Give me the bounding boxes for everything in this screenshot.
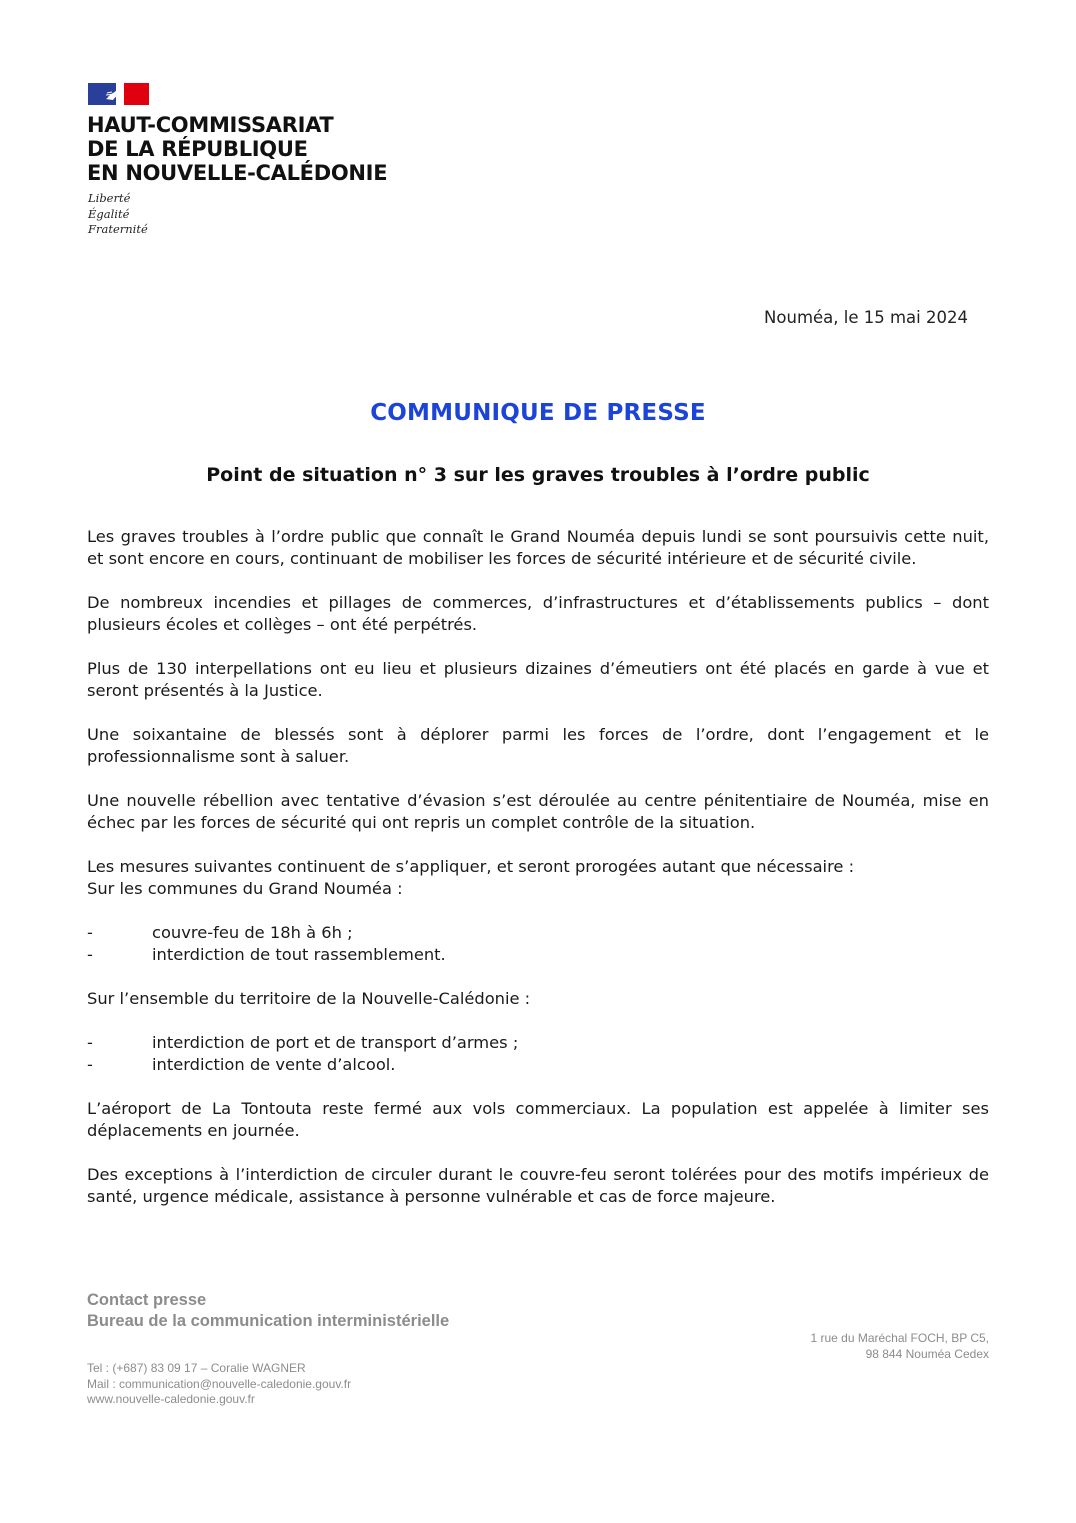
org-line: HAUT-COMMISSARIAT [87, 113, 334, 137]
list-item [87, 944, 989, 966]
contact-email: Mail : communication@nouvelle-caledonie.gouv.fr [87, 1376, 352, 1391]
paragraph: Des exceptions à l’interdiction de circuler durant le couvre-feu seront tolérées pour des motifs impérieux de santé, urgence médicale, assistance à personne vulnérable et cas de force majeure. [87, 1165, 989, 1206]
paragraph: Une nouvelle rébellion avec tentative d’évasion s’est déroulée au centre pénitentiaire de Nouméa, mise en échec par les forces de sécurité qui ont repris un complet contrôle de la situation. [87, 791, 989, 832]
list-item-text: interdiction de vente d’alcool. [152, 1055, 396, 1074]
list-item-text: interdiction de port et de transport d’armes ; [152, 1033, 519, 1052]
paragraph: Sur les communes du Grand Nouméa : [87, 879, 403, 898]
contact-title: Contact presse [87, 1291, 207, 1309]
paragraph: Les graves troubles à l’ordre public que connaît le Grand Nouméa depuis lundi se sont poursuivis cette nuit, et sont encore en cours, continuant de mobiliser les forces de sécurité intérieure et de sécurité civile. [87, 527, 989, 568]
motto-line: Fraternité [88, 222, 148, 236]
list-item-text: interdiction de tout rassemblement. [152, 945, 446, 964]
address-line: 98 844 Nouméa Cedex [865, 1346, 989, 1361]
list-dash: - [87, 1055, 93, 1074]
measures-list-territory [87, 1032, 989, 1076]
motto-line: Liberté [88, 191, 131, 205]
document-body [87, 526, 989, 1230]
paragraph: L’aéroport de La Tontouta reste fermé aux vols commerciaux. La population est appelée à limiter ses déplacements en journée. [87, 1099, 989, 1140]
list-dash: - [87, 1033, 93, 1052]
paragraph: De nombreux incendies et pillages de commerces, d’infrastructures et d’établissements publics – dont plusieurs écoles et collèges – ont été perpétrés. [87, 593, 989, 634]
org-line: EN NOUVELLE-CALÉDONIE [87, 161, 388, 185]
document-subtitle: Point de situation n° 3 sur les graves troubles à l’ordre public [206, 464, 870, 486]
organization-name [87, 113, 387, 185]
motto [88, 191, 148, 238]
list-item [87, 1054, 989, 1076]
press-contact [87, 1290, 449, 1332]
address-line: 1 rue du Maréchal FOCH, BP C5, [810, 1331, 989, 1345]
org-line: DE LA RÉPUBLIQUE [87, 137, 308, 161]
flag-blue-band [88, 83, 116, 105]
document-title: COMMUNIQUE DE PRESSE [370, 400, 706, 426]
list-dash: - [87, 923, 93, 942]
list-item-text: couvre-feu de 18h à 6h ; [152, 923, 353, 942]
paragraph: Plus de 130 interpellations ont eu lieu et plusieurs dizaines d’émeutiers ont été placés en garde à vue et seront présentés à la Justice. [87, 659, 989, 700]
marianne-icon [104, 87, 122, 101]
measures-list-grand-noumea [87, 922, 989, 966]
document-date: Nouméa, le 15 mai 2024 [764, 308, 968, 327]
list-dash: - [87, 945, 93, 964]
paragraph: Les mesures suivantes continuent de s’appliquer, et seront prorogées autant que nécessaire : [87, 857, 855, 876]
contact-website: www.nouvelle-caledonie.gouv.fr [87, 1392, 255, 1406]
contact-details [87, 1361, 351, 1408]
republique-francaise-logo [88, 83, 149, 105]
list-item [87, 1032, 989, 1054]
flag-red-band [124, 83, 149, 105]
contact-phone: Tel : (+687) 83 09 17 – Coralie WAGNER [87, 1361, 306, 1375]
motto-line: Égalité [88, 206, 130, 221]
list-item [87, 922, 989, 944]
contact-bureau: Bureau de la communication interministérielle [87, 1312, 450, 1330]
paragraph: Sur l’ensemble du territoire de la Nouvelle-Calédonie : [87, 989, 531, 1008]
paragraph: Une soixantaine de blessés sont à déplorer parmi les forces de l’ordre, dont l’engagement et le professionnalisme sont à saluer. [87, 725, 989, 766]
postal-address [810, 1331, 989, 1362]
